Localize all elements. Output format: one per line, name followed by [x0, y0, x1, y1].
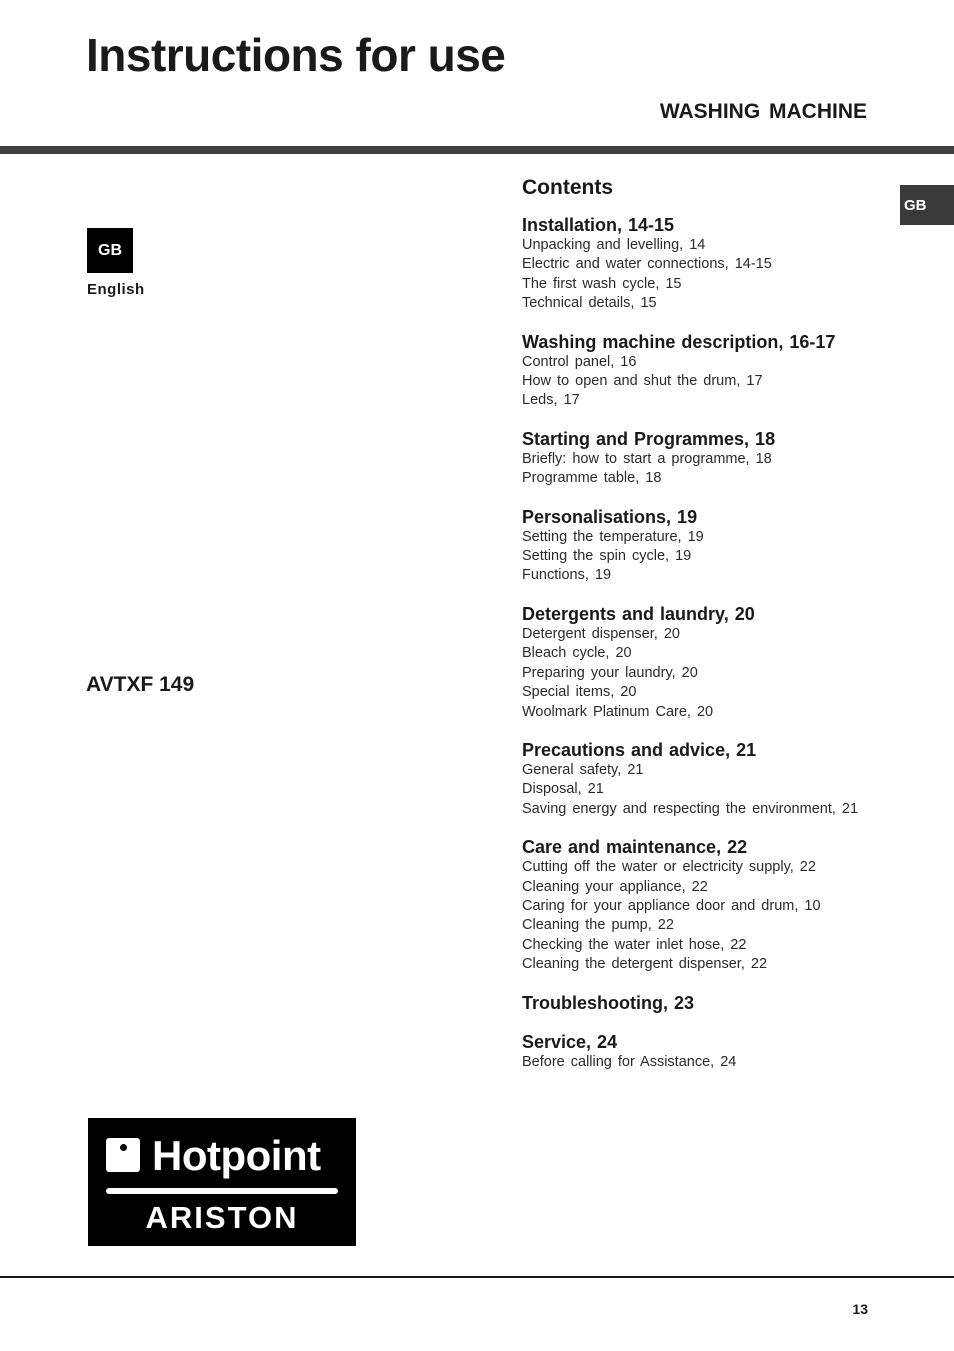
- toc-item: Control panel, 16: [522, 353, 637, 370]
- toc-item: Special items, 20: [522, 684, 637, 701]
- toc-section-title: Installation, 14-15: [522, 215, 675, 235]
- page-number: 13: [852, 1301, 868, 1317]
- toc-item-list: [522, 858, 922, 974]
- hotpoint-ariston-logo: [88, 1118, 356, 1246]
- toc-section-title: Service, 24: [522, 1031, 618, 1052]
- product-type: WASHING MACHINE: [659, 100, 867, 123]
- page-title: Instructions for use: [86, 29, 506, 81]
- language-side-tab: GB: [900, 185, 954, 225]
- contents-sections: [522, 214, 922, 1072]
- model-number: AVTXF 149: [86, 673, 195, 696]
- toc-item: Cutting off the water or electricity supply, 22: [522, 859, 816, 876]
- toc-section-title: Precautions and advice, 21: [522, 739, 757, 760]
- toc-section-title: Troubleshooting, 23: [522, 992, 695, 1013]
- toc-item-list: [522, 353, 922, 411]
- toc-item: Electric and water connections, 14-15: [522, 256, 772, 273]
- toc-item: General safety, 21: [522, 761, 644, 778]
- toc-item: Setting the spin cycle, 19: [522, 548, 692, 565]
- toc-item-list: [522, 761, 922, 819]
- toc-item: Briefly: how to start a programme, 18: [522, 450, 772, 467]
- logo-mark-icon: [106, 1138, 140, 1172]
- toc-item: Cleaning the detergent dispenser, 22: [522, 956, 768, 973]
- table-of-contents: [522, 174, 922, 1089]
- contents-heading: Contents: [522, 176, 613, 199]
- toc-section: [522, 428, 922, 489]
- language-badge: GB: [87, 228, 133, 273]
- toc-item: Technical details, 15: [522, 295, 657, 312]
- toc-item-list: [522, 450, 922, 489]
- toc-section: [522, 1031, 922, 1072]
- toc-item: Disposal, 21: [522, 781, 604, 798]
- toc-item: Before calling for Assistance, 24: [522, 1053, 737, 1070]
- toc-item: Preparing your laundry, 20: [522, 664, 698, 681]
- header-rule: [0, 146, 954, 154]
- toc-item: Functions, 19: [522, 567, 612, 584]
- toc-item: Saving energy and respecting the environment, 21: [522, 800, 859, 817]
- toc-section-title: Starting and Programmes, 18: [522, 428, 776, 449]
- toc-section: [522, 992, 922, 1014]
- logo-text-primary: Hotpoint: [152, 1132, 321, 1179]
- toc-item-list: [522, 1053, 922, 1072]
- toc-item: Checking the water inlet hose, 22: [522, 936, 747, 953]
- toc-item: Setting the temperature, 19: [522, 528, 704, 545]
- logo-divider: [106, 1188, 338, 1194]
- toc-section: [522, 603, 922, 722]
- toc-item: Cleaning the pump, 22: [522, 917, 674, 934]
- toc-section-title: Care and maintenance, 22: [522, 837, 748, 858]
- toc-section: [522, 836, 922, 974]
- footer-rule: [0, 1276, 954, 1278]
- toc-section-title: Washing machine description, 16-17: [522, 331, 836, 352]
- toc-section-title: Detergents and laundry, 20: [522, 603, 755, 624]
- toc-section: [522, 739, 922, 819]
- toc-item-list: [522, 625, 922, 722]
- toc-section-title: Personalisations, 19: [522, 506, 698, 527]
- toc-item: Caring for your appliance door and drum, 10: [522, 897, 821, 914]
- toc-section: [522, 214, 922, 314]
- toc-item: Bleach cycle, 20: [522, 645, 632, 662]
- toc-item: Detergent dispenser, 20: [522, 625, 680, 642]
- toc-item: Cleaning your appliance, 22: [522, 878, 708, 895]
- language-label: English: [87, 281, 145, 298]
- toc-item-list: [522, 528, 922, 586]
- toc-item: Unpacking and levelling, 14: [522, 237, 706, 253]
- toc-section: [522, 506, 922, 586]
- toc-item-list: [522, 236, 922, 314]
- toc-section: [522, 331, 922, 411]
- toc-item: Programme table, 18: [522, 470, 662, 487]
- toc-item: Leds, 17: [522, 392, 580, 409]
- toc-item: How to open and shut the drum, 17: [522, 373, 763, 390]
- logo-text-secondary: ARISTON: [145, 1200, 299, 1235]
- toc-item: The first wash cycle, 15: [522, 275, 682, 292]
- toc-item: Woolmark Platinum Care, 20: [522, 703, 714, 720]
